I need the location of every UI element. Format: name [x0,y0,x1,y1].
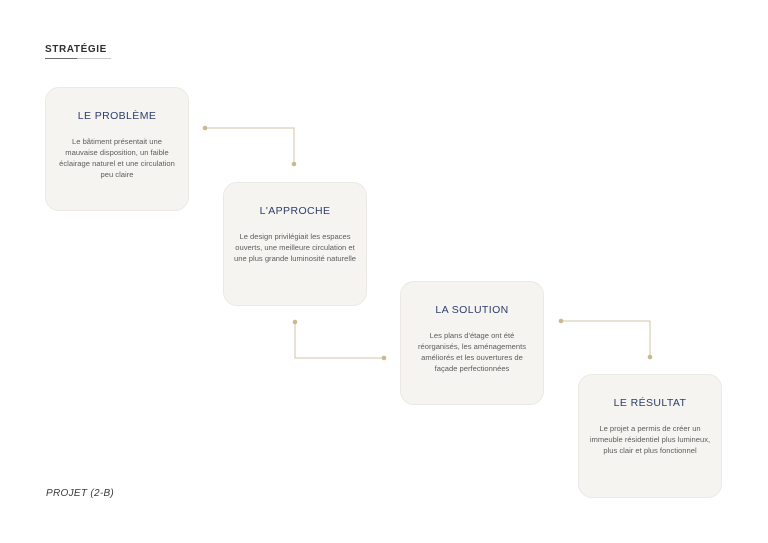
connector-dot [203,126,208,131]
step-card-approche [223,182,367,306]
step-text: Le design privilégiait les espaces ouverts, une meilleure circulation et une plus grande luminosité naturelle [234,232,357,263]
step-card-resultat [578,374,722,498]
step-text: Les plans d'étage ont été réorganisés, les aménagements améliorés et les ouvertures de façade perfectionnées [417,331,527,373]
step-text: Le bâtiment présentait une mauvaise disposition, un faible éclairage naturel et une circulation peu claire [59,137,175,179]
connector-dot [648,355,653,360]
connector-dot [382,356,387,361]
section-title: STRATÉGIE [45,44,107,55]
step-title: LE PROBLÈME [77,110,157,122]
connector-dot [559,319,564,324]
connector-dot [292,162,297,167]
step-title: LA SOLUTION [435,304,509,316]
project-label: PROJET (2-B) [46,488,115,499]
step-card-probleme [45,87,189,211]
step-card-solution [400,281,544,405]
connector-2-3 [295,322,384,358]
connector-dot [293,320,298,325]
connector-3-4 [561,321,650,357]
connector-1-2 [205,128,294,164]
step-text: Le projet a permis de créer un immeuble résidentiel plus lumineux, plus clair et plus fonctionnel [589,424,711,455]
step-title: L'APPROCHE [259,205,331,217]
step-title: LE RÉSULTAT [613,397,687,409]
